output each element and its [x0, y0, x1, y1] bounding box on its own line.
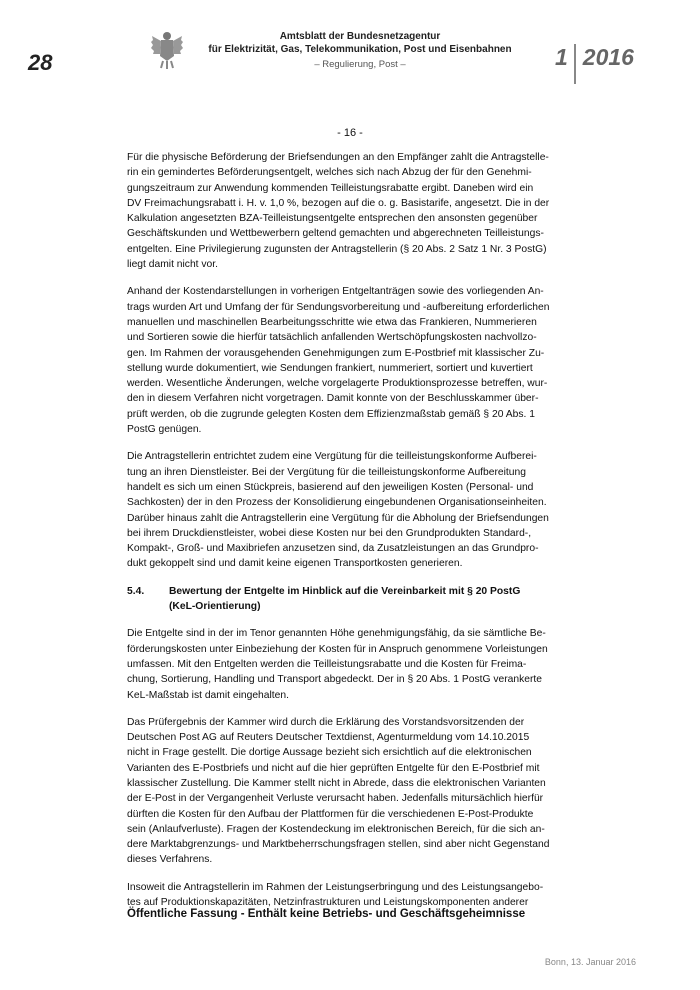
paragraph-line: stellung wurde dokumentiert, wie Sendungen frankiert, nummeriert, sortiert und kuvertiert	[127, 362, 533, 374]
paragraph-group-section	[127, 626, 577, 910]
paragraph-line: sein (Anlaufverluste). Fragen der Kostendeckung im elektronischen Bereich, für die sich an-	[127, 823, 545, 835]
paragraph	[127, 150, 577, 272]
paragraph-line: handelt es sich um einen Stückpreis, basierend auf den jeweiligen Kosten (Personal- und	[127, 481, 534, 493]
public-version-notice: Öffentliche Fassung - Enthält keine Betriebs- und Geschäftsgeheimnisse	[127, 908, 526, 920]
paragraph-line: klassischer Zustellung. Die Kammer stellt nicht in Abrede, dass die elektronischen Varianten	[127, 777, 546, 789]
paragraph	[127, 715, 577, 868]
issue-number: 1	[555, 44, 568, 70]
paragraph-line: chung, Sortierung, Handling und Transport abgedeckt. Der in § 20 Abs. 1 PostG verankerte	[127, 674, 542, 686]
issue-indicator	[555, 44, 634, 84]
section-title	[169, 584, 520, 615]
section-title-line2: (KeL-Orientierung)	[169, 601, 261, 613]
paragraph-line: Darüber hinaus zahlt die Antragstellerin eine Vergütung für die Abholung der Briefsendungen	[127, 512, 549, 524]
paragraph-line: prüft werden, ob die zugrunde gelegten Kosten dem Effizienzmaßstab gemäß § 20 Abs. 1	[127, 408, 535, 420]
paragraph	[127, 626, 577, 702]
paragraph-line: Geschäftskunden und Wettbewerbern geltend gemachten und abgerechneten Teilleistungs-	[127, 228, 544, 240]
paragraph-line: dere Marktabgrenzungs- und Marktbeherrschungsfragen stellen, sind aber nicht Gegenstand	[127, 839, 550, 851]
paragraph-line: Die Antragstellerin entrichtet zudem eine Vergütung für die teilleistungskonforme Aufberei-	[127, 451, 537, 463]
paragraph-line: Anhand der Kostendarstellungen in vorherigen Entgeltanträgen sowie des vorliegenden An-	[127, 286, 544, 298]
paragraph-line: dürften die Kosten für den Aufbau der Plattformen für die verschiedenen E-Post-Produkte	[127, 808, 534, 820]
section-heading	[127, 584, 577, 615]
paragraph	[127, 449, 577, 571]
gazette-subtitle: – Regulierung, Post –	[314, 59, 406, 70]
page-number: 28	[28, 50, 53, 75]
federal-eagle-icon	[150, 30, 184, 70]
paragraph-line: werden. Wesentliche Änderungen, welche vorgelagerte Produktionsprozesse betreffen, wur-	[127, 378, 548, 390]
paragraph-line: förderungskosten unter Einbeziehung der Kosten für in Anspruch genommene Vorleistungen	[127, 643, 548, 655]
paragraph-line: manuellen und maschinellen Bearbeitungsschritte wie etwa das Frankieren, Nummerieren	[127, 316, 537, 328]
section-title-line1: Bewertung der Entgelte im Hinblick auf die Vereinbarkeit mit § 20 PostG	[169, 585, 521, 597]
paragraph	[127, 284, 577, 437]
paragraph-line: PostG genügen.	[127, 424, 202, 436]
paragraph-line: Kompakt-, Groß- und Maxibriefen anzusetzen sind, da Zusatzleistungen an das Grundpro-	[127, 543, 539, 555]
paragraph-line: Insoweit die Antragstellerin im Rahmen der Leistungserbringung und des Leistungsangebo-	[127, 881, 544, 893]
issue-year: 2016	[582, 44, 634, 70]
gazette-title-line2: für Elektrizität, Gas, Telekommunikation, Post und Eisenbahnen	[208, 44, 512, 55]
paragraph-line: trags wurden Art und Umfang der für Sendungsvorbereitung und -aufbereitung erforderlichen	[127, 301, 550, 313]
paragraph-line: tung an ihren Dienstleister. Bei der Vergütung für die teilleistungskonforme Aufbereitung	[127, 466, 526, 478]
paragraph-line: gen. Im Rahmen der vorausgehenden Genehmigungen zum E-Postbrief mit klassischer Zu-	[127, 347, 545, 359]
paragraph-group-intro	[127, 150, 577, 572]
paragraph-line: Deutschen Post AG auf Reuters Deutscher Textdienst, Agenturmeldung vom 14.10.2015	[127, 732, 530, 744]
paragraph-line: tes auf Produktionskapazitäten, Netzinfrastrukturen und Leistungskomponenten anderer	[127, 897, 529, 909]
paragraph-line: liegt damit nicht vor.	[127, 259, 218, 271]
paragraph-line: Sachkosten) der in den Prozess der Konsolidierung eingebundenen Organisationseinheiten.	[127, 497, 547, 509]
paragraph-line: Das Prüfergebnis der Kammer wird durch die Erklärung des Vorstandsvorsitzenden der	[127, 716, 525, 728]
gazette-title-line1: Amtsblatt der Bundesnetzagentur	[279, 31, 441, 42]
paragraph-line: rin ein gemindertes Beförderungsentgelt, welches sich nach Abzug der für den Genehmi-	[127, 167, 532, 179]
document-body	[127, 150, 577, 922]
paragraph	[127, 880, 577, 911]
section-number: 5.4.	[127, 585, 145, 597]
paragraph-line: der E-Post in der Vergangenheit Verluste verursacht haben. Jedenfalls mitursächlich hierfür	[127, 793, 544, 805]
paragraph-line: dukt gekoppelt sind und damit keine eigenen Transportkosten generieren.	[127, 558, 463, 570]
paragraph-line: umfassen. Mit den Entgelten werden die Teilleistungsrabatte und die Kosten für Freima-	[127, 658, 527, 670]
paragraph-line: den in diesem Verfahren nicht vorgetragen. Damit konnte von der Beschlusskammer über-	[127, 393, 539, 405]
paragraph-line: und Sortieren sowie die hierfür tatsächlich anfallenden Wertschöpfungskosten nachvollzo-	[127, 332, 537, 344]
paragraph-line: dieses Verfahrens.	[127, 854, 213, 866]
paragraph-line: DV Freimachungsrabatt i. H. v. 1,0 %, bezogen auf die o. g. Basistarife, angesetzt. Die in der	[127, 197, 550, 209]
paragraph-line: KeL-Maßstab ist damit eingehalten.	[127, 689, 289, 701]
paragraph-line: Die Entgelte sind in der im Tenor genannten Höhe genehmigungsfähig, da sie sämtliche Be-	[127, 628, 546, 640]
paragraph-line: nicht in Frage gestellt. Die dortige Aussage bezieht sich ersichtlich auf die elektronischen	[127, 747, 532, 759]
issue-divider	[574, 44, 576, 84]
paragraph-line: Varianten des E-Postbriefs und nicht auf die hier geprüften Entgelte für den E-Postbrief mit	[127, 762, 540, 774]
paragraph-line: Kalkulation angesetzten BZA-Teilleistungsentgelte entsprechen den ansonsten gegenüber	[127, 213, 538, 225]
paragraph-line: entgelten. Eine Privilegierung zugunsten der Antragstellerin (§ 20 Abs. 2 Satz 1 Nr. 3 PostG)	[127, 243, 547, 255]
gazette-title	[200, 30, 520, 56]
paragraph-line: gungszeitraum zur Anwendung kommenden Teilleistungsrabatte ergibt. Daneben wird ein	[127, 182, 534, 194]
paragraph-line: bei ihrem Druckdienstleister, wobei diese Kosten nur bei den Grundprodukten Standard-,	[127, 527, 532, 539]
footer-date: Bonn, 13. Januar 2016	[544, 957, 636, 967]
document-page-marker: - 16 -	[337, 127, 363, 139]
paragraph-line: Für die physische Beförderung der Briefsendungen an den Empfänger zahlt die Antragstelle-	[127, 152, 549, 163]
